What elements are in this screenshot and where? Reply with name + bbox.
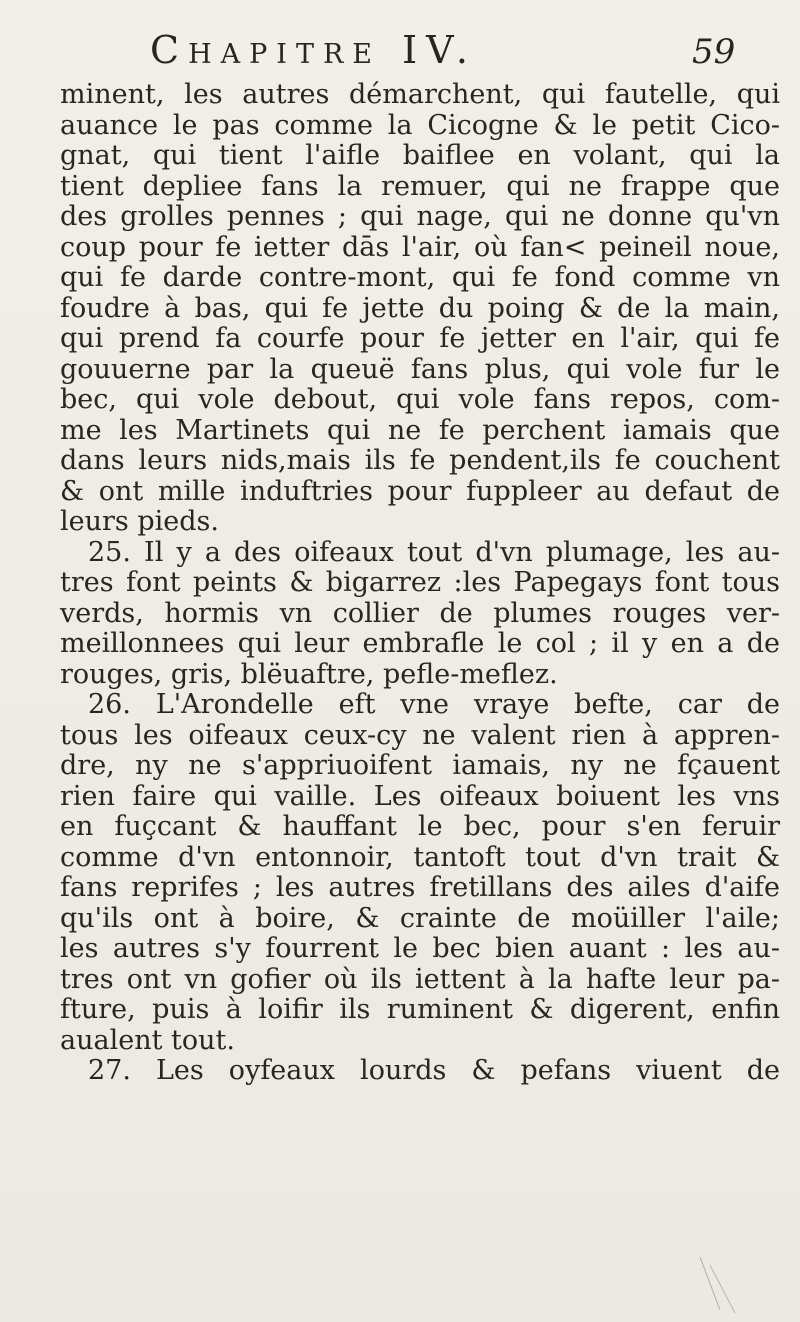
text-line: des grolles pennes ; qui nage, qui ne donne qu'vn <box>60 201 780 232</box>
text-line: tous les oifeaux ceux-cy ne valent rien à appren- <box>60 719 780 751</box>
text-line: fans reprifes ; les autres fretillans des ailes d'aife <box>60 872 780 903</box>
text-line: meillonnees qui leur embrafle le col ; il y en a de <box>60 628 780 659</box>
text-line: me les Martinets qui ne fe perchent iamais que <box>60 414 780 446</box>
text-line: rouges, gris, blëuaftre, pefle-meflez. <box>60 658 558 690</box>
text-line: rien faire qui vaille. Les oifeaux boiuent les vns <box>60 780 780 812</box>
text-line: comme d'vn entonnoir, tantoft tout d'vn trait & <box>60 841 780 873</box>
text-line: verds, hormis vn collier de plumes rouges ver- <box>60 597 780 629</box>
text-line: qui fe darde contre-mont, qui fe fond comme vn <box>60 262 780 293</box>
text-line: qu'ils ont à boire, & crainte de moüiller l'aile; <box>60 902 780 934</box>
text-line: 27. Les oyfeaux lourds & pefans viuent de <box>88 1055 780 1086</box>
text-line: tres font peints & bigarrez :les Papegays font tous <box>60 567 780 598</box>
text-line: coup pour fe ietter dās l'air, où fan< peineil noue, <box>60 231 780 263</box>
chapter-title: Chapitre IV. <box>150 28 477 72</box>
text-line: qui prend fa courfe pour fe jetter en l'air, qui fe <box>60 323 780 354</box>
page-number: 59 <box>692 32 736 72</box>
body-text <box>60 80 780 1087</box>
text-line: 25. Il y a des oifeaux tout d'vn plumage, les au- <box>88 536 780 568</box>
text-line: auance le pas comme la Cicogne & le petit Cico- <box>60 109 780 141</box>
text-line: foudre à bas, qui fe jette du poing & de la main, <box>60 292 780 324</box>
paper-mark <box>690 1255 770 1315</box>
text-line: dre, ny ne s'appriuoifent iamais, ny ne fçauent <box>60 750 780 781</box>
text-line: aualent tout. <box>60 1024 235 1056</box>
text-line: bec, qui vole debout, qui vole fans repos, com- <box>60 384 780 415</box>
text-line: dans leurs nids,mais ils fe pendent,ils fe couchent <box>60 445 780 476</box>
text-line: minent, les autres démarchent, qui fautelle, qui <box>60 79 780 110</box>
text-line: 26. L'Arondelle eft vne vraye befte, car de <box>88 689 780 720</box>
text-line: gnat, qui tient l'aifle baiflee en volant, qui la <box>60 140 780 171</box>
text-line: leurs pieds. <box>60 506 219 537</box>
text-line: les autres s'y fourrent le bec bien auant : les au- <box>60 933 780 964</box>
text-line: gouuerne par la queuë fans plus, qui vole fur le <box>60 353 780 385</box>
page-header <box>0 28 800 78</box>
text-line: en fuçcant & hauffant le bec, pour s'en feruir <box>60 811 780 842</box>
text-line: tres ont vn gofier où ils iettent à la hafte leur pa- <box>60 963 780 995</box>
text-line: & ont mille induftries pour fuppleer au defaut de <box>60 475 780 507</box>
text-line: fture, puis à loifir ils ruminent & digerent, enfin <box>60 994 780 1025</box>
text-line: tient depliee fans la remuer, qui ne frappe que <box>60 170 780 202</box>
